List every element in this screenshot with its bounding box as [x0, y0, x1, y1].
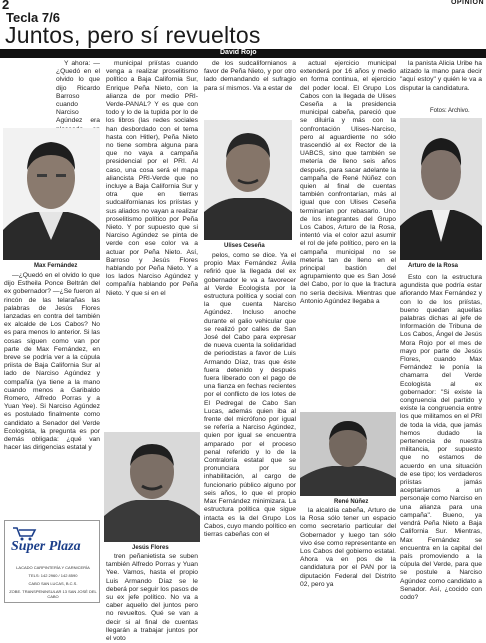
column-kicker: Tecla 7/6 — [6, 10, 60, 25]
ad-brand: Super Plaza — [11, 539, 81, 554]
ad-line-4: ZOBE. TRANSPENINSULAR 13 SAN JOSÉ DEL CABO — [9, 589, 97, 599]
portrait-image — [400, 118, 482, 260]
photo-arturo-de-la-rosa — [400, 118, 482, 260]
column-3-bottom — [204, 252, 296, 602]
photo-max-fernandez — [3, 128, 100, 260]
column-4-top — [300, 60, 396, 410]
column-text: la panista Alicia Uribe ha atizado la mano para decir "aquí estoy" y quién le va a disputar la candidatura. — [400, 60, 482, 92]
photo-credit: Fotos: Archivo. — [430, 108, 470, 114]
column-1-bottom — [4, 272, 100, 518]
photo-jesus-flores — [104, 432, 200, 542]
ad-line-1: LACADO CARPINTERÍA Y CARNICERÍA — [16, 565, 90, 570]
masthead-bar — [0, 0, 486, 12]
column-3-top — [204, 60, 296, 118]
caption-rene: René Núñez — [334, 499, 369, 505]
photo-rene-nunez — [300, 412, 396, 496]
portrait-image — [300, 412, 396, 496]
article-headline: Juntos, pero sí revueltos — [5, 22, 261, 48]
column-2-top — [106, 60, 198, 430]
column-4-bottom — [300, 507, 396, 603]
column-2-bottom — [106, 553, 198, 643]
ad-line-3: CABO SAN LUCAS, B.C.S. — [28, 581, 78, 586]
column-text: Esto con la estructura agundista que podría estar afiorando Max Fernández y con lo de los priístas, bueno quedan aquellas palabras dichas al jefe de Información de Tribuna de Los Cabos, Ángel de Jesús Mora Rojo por el mes de mayo por parte de Jesús Flores, cuando Max Fernández le ponía la chamarra del Verde Ecologista al ex gobernador: "Si existe la congruencia del partido y existe la congruencia entre los que militamos en el PRI de toda la vida, que jamás hemos dudado la pertenencia de nuestra militancia, por supuesto que no estamos de acuerdo en una situación de ese tipo; los verdaderos priístas jamás aceptaríamos a un personaje como Narciso en una alianza para una campaña". Bueno, ya vendrá Peña Nieto a Baja California Sur. Mientras, Max Fernández se encuentra en la capital del país promoviendo a la cúpula del Verde, para que se postule a Narciso Agúndez como candidato a Senador. Así, ¿cocido con codo? — [400, 274, 482, 601]
column-text: tren peñanietista se suben también Alfredo Porras y Yuan Yee. Vamos, hasta el propio Luis Armando Díaz se le deberá por seguir los pasos de su ex jefe político. No va a caber aquello del juntos pero no revueltos. Qué se van a decir si al final de cuentas llegarán a trabajar juntos por el voto — [106, 553, 198, 643]
portrait-image — [3, 128, 100, 260]
column-5-top — [400, 60, 482, 108]
ad-line-2: TELS: 142 2960 / 142 8590 — [28, 573, 78, 578]
section-label: OPINIÓN — [450, 0, 484, 6]
page-number: 2 — [2, 0, 10, 12]
column-text: pelos, como se dice. Ya el propio Max Fernández Ávila refirió que la llegada del ex gobernador le va a favorecer al Verde Ecologista por la estructura política y social con la que cuenta Narciso Agúndez. Incluso anoche durante el galio vehicular que se realizó por calles de San José del Cabo para expresar de nueva cuenta la solidaridad de periodistas a favor de Luis Armando Díaz, tras que éste fuera detenido y después fuera liberado con el pago de una fianza en fechas recientes por el conflicto de los lotes de El Pedregal de Cabo San Lucas, además quien iba al frente del micrófono por igual se refería a Narciso Agúndez, quien por igual se encuentra amparado por el proceso penal referido y lo de la Contraloría estatal que se pronunciara por su inhabilitación, al cargo de funcionario público alguno por seis años, lo que el propio Max Fernández minimizara. La estructura política que sigue intacta es la del Grupo Los Cabos, cuyo mando político en tierras cabeñas con el — [204, 252, 296, 538]
portrait-image — [204, 120, 292, 240]
column-text: Y ahora: —¿Quedó en el olvido lo que dijo Ricardo Barroso cuando Narciso Agúndez era — [56, 60, 100, 125]
photo-ulises-cesena — [204, 120, 292, 240]
column-5-bottom — [400, 274, 482, 602]
column-text: —¿Quedó en el olvido lo que dijo Estheila Ponce Beltrán del ex gobernador? —¿Se fueron al rincón de las telarañas las palabras de Jesús Flores lanzadas en contra del también ex alcalde de Los Cabos? No es para menos lo anterior. Si las cosas siguen como van por parte de Max Fernández, en breve se podría ver a la cúpula priista de Baja California Sur al lado de Narciso Agúndez y compañía (ya tiene a la mano cuando menos a Garibaldo Romero, Alfredo Porras y a Yuan Yee). Si Narciso Agúndez es postulado finalmente como candidato a Senador del Verde Ecologista, la pregunta es por demás obligada: ¿qué van hacer las dirigencias estatal y — [4, 272, 100, 452]
caption-ulises: Ulises Ceseña — [224, 243, 265, 249]
caption-jesus: Jesús Flores — [132, 545, 169, 551]
column-text: actual ejercicio municipal extenderá por 16 años y medio en forma continua, el ejercicio del poder local. El Grupo Los Cabos con la llegada de Ulises Ceseña a la presidencia municipal cabeña, pareció que se diluiría y más con la confrontación Ulises-Narciso, pero al aguardiente no sólo trascendió al ex Rector de la UABCS, sino que también se metería de lleno seis años después, para sacar adelante la campaña de René Núñez con quien al final de cuentas también confrontarían, más al igual que con Ulises Ceseña terminarían por rebasarlo. Uno de los integrantes del Grupo Los Cabos, Arturo de la Rosa, intentó vía el color azul asumir el rol de jefe político, pero en la campaña municipal no se metería tan de lleno en el principal bastión del agrupamiento que es San José del Cabo, por lo que la fractura no sería decisiva. Mientras que Antonio Agúndez llegaba a — [300, 60, 396, 305]
byline-bar — [0, 49, 486, 58]
caption-max: Max Fernández — [34, 263, 78, 269]
portrait-image — [104, 432, 200, 542]
byline: David Rojo — [220, 49, 257, 56]
caption-arturo: Arturo de la Rosa — [408, 263, 459, 269]
column-text: la alcaldía cabeña, Arturo de la Rosa sólo tener un espacio como secretario particular del Gobernador y luego tan sólo vivo ése como representante en Los Cabos del gobierno estatal. Ahora va en pos de la candidatura por el PAN por la diputación Federal del Distrito 02, pero ya — [300, 507, 396, 588]
column-text: de los sudcalifornianos a favor de Peña Nieto, y por otro lado demandando el sufragio para sí mismos. Va a estar de — [204, 60, 296, 92]
column-1-top — [56, 60, 100, 126]
column-text: municipal priístas cuando venga a realizar proselitismo político a Baja California Sur, Enrique Peña Nieto, con la alianza de por medio PRI-Verde-PANAL? Y es que con todo y lo de la tupida por lo de los libros (las redes sociales han desbordado con el tema hasta con Hitler), Peña Nieto no tiene sombra alguna para que no vaya a campaña presidencial por el PRI. Al caso, una cosa será el mapa aliancista PRI-Verde que no incluye a Baja California Sur y otra que en tierras sudcalifornianas los priístas y sus aliados no vayan a realizar proselitismo político por Peña Nieto. Y por supuesto que si Narciso Agúndez se pinta de verde con ese color va a actuar por Peña Nieto. Así, Barroso y Jesús Flores hablando por Peña Nieto. Y a los lados Narciso Agúndez y compañía hablando por Peña Nieto. Y que si en el — [106, 60, 198, 297]
super-plaza-ad — [4, 520, 100, 603]
